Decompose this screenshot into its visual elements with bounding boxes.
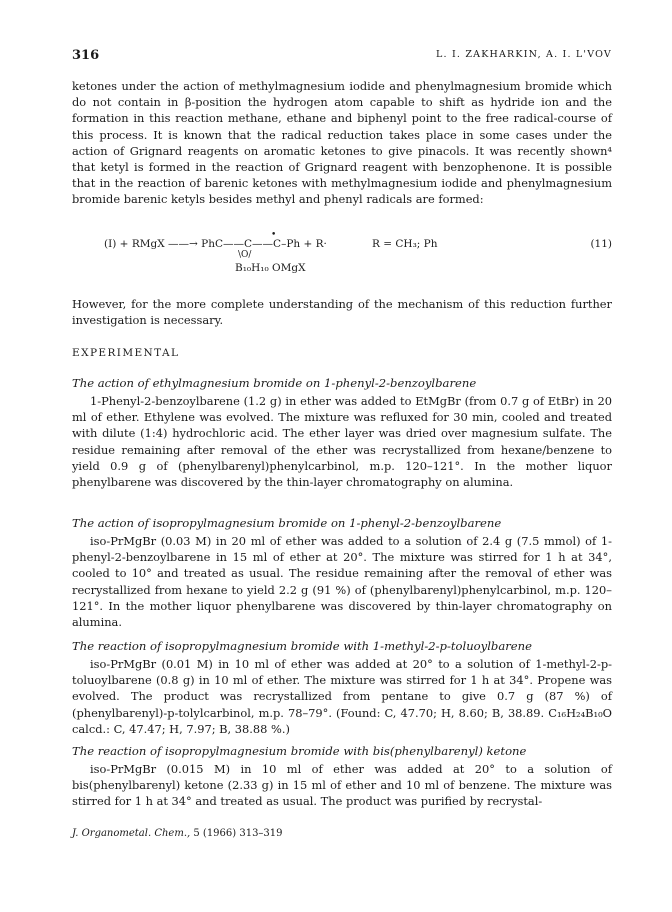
conclusion-block <box>72 296 612 328</box>
page-footer <box>72 828 283 839</box>
subsection-title: The action of ethylmagnesium bromide on 1-phenyl-2-benzoylbarene <box>72 376 477 390</box>
conclusion-paragraph: However, for the more complete understanding of the mechanism of this reduction further investigation is necessary. <box>72 297 612 328</box>
subsection-4 <box>72 743 612 810</box>
intro-paragraph-block <box>72 78 612 208</box>
subsection-text: 1-Phenyl-2-benzoylbarene (1.2 g) in ether was added to EtMgBr (from 0.7 g of EtBr) in 20 ml of ether. Ethylene was evolved. The mixture was refluxed for 30 min, cooled and treated with dilute (1:4) hydrochloric acid. The ether layer was dried over magnesium sulfate. The residue remaining after removal of the ether was recrystallized from hexane/benzene to yield 0.9 g of (phenylbarenyl)phenylcarbinol, m.p. 120–121°. In the mother liquor phenylbarene was discovered by the thin-layer chromatography on alumina. <box>72 394 612 490</box>
section-heading: EXPERIMENTAL <box>72 347 180 359</box>
page-header <box>72 48 612 64</box>
r-definition: R = CH₃; Ph <box>372 238 438 250</box>
subsection-title: The reaction of isopropylmagnesium bromide with bis(phenylbarenyl) ketone <box>72 744 527 758</box>
subsection-text: iso-PrMgBr (0.03 M) in 20 ml of ether was added to a solution of 2.4 g (7.5 mmol) of 1-phenyl-2-benzoylbarene in 15 ml of ether at 20°. The mixture was stirred for 1 h at 34°, cooled to 10° and treated as usual. The residue remaining after the removal of ether was recrystallized from hexane to yield 2.2 g (91 %) of (phenylbarenyl)phenylcarbinol, m.p. 120–121°. In the mother liquor phenylbarene was discovered by thin-layer chromatography on alumina. <box>72 534 612 630</box>
journal-name: J. Organometal. Chem., <box>72 828 191 839</box>
intro-paragraph: ketones under the action of methylmagnesium iodide and phenylmagnesium bromide which do not contain in β-position the hydrogen atom capable to shift as hydride ion and the formation in this reaction methane, ethane and biphenyl point to the free radical-course of this process. It is known that the radical reduction takes place in some cases under the action of Grignard reagents on aromatic ketones to give pinacols. It was recently shown⁴ that ketyl is formed in the reaction of Grignard reagent with benzophenone. It is possible that in the reaction of barenic ketones with methylmagnesium iodide and phenylmagnesium bromide barenic ketyls besides methyl and phenyl radicals are formed: <box>72 79 612 207</box>
equation-below: B₁₀H₁₀ OMgX <box>235 262 306 274</box>
subsection-title: The action of isopropylmagnesium bromide on 1-phenyl-2-benzoylbarene <box>72 516 502 530</box>
subsection-text: iso-PrMgBr (0.015 M) in 10 ml of ether was added at 20° to a solution of bis(phenylbarenyl) ketone (2.33 g) in 15 ml of ether and 10 ml of benzene. The mixture was stirred for 1 h at 34° and treated as usual. The product was purified by recrystal- <box>72 762 612 809</box>
page-number: 316 <box>72 48 100 63</box>
reaction-equation <box>72 230 612 276</box>
running-head: L. I. ZAKHARKIN, A. I. L'VOV <box>436 49 612 60</box>
subsection-text: iso-PrMgBr (0.01 M) in 10 ml of ether was added at 20° to a solution of 1-methyl-2-p-toluoylbarene (0.8 g) in 10 ml of ether. The mixture was stirred for 1 h at 34°. Propene was evolved. The product was recrystallized from pentane to give 0.7 g (87 %) of (phenylbarenyl)-p-tolylcarbinol, m.p. 78–79°. (Found: C, 47.70; H, 8.60; B, 38.89. C₁₆H₂₄B₁₀O calcd.: C, 47.47; H, 7.97; B, 38.88 %.) <box>72 657 612 736</box>
subsection-2 <box>72 515 612 630</box>
subsection-title: The reaction of isopropylmagnesium bromide with 1-methyl-2-p-toluoylbarene <box>72 639 532 653</box>
subsection-1 <box>72 375 612 490</box>
radical-dot: • <box>271 230 277 240</box>
subsection-3 <box>72 638 612 737</box>
journal-citation: 5 (1966) 313–319 <box>193 828 283 839</box>
carborane-cage: \O/ <box>238 250 252 260</box>
equation-number: (11) <box>590 238 612 250</box>
equation-left: (I) + RMgX ——→ PhC——C——C–Ph + R· <box>104 238 327 250</box>
